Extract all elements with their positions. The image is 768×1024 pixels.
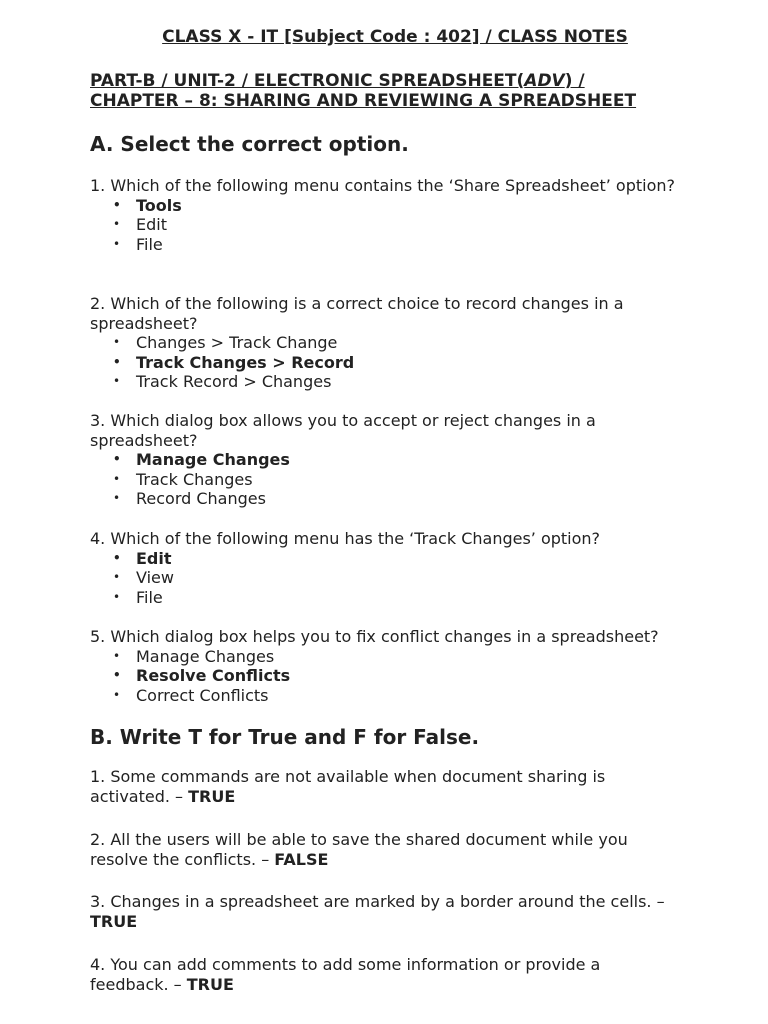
bullet-icon: • (113, 354, 121, 369)
statement-answer: TRUE (186, 975, 234, 994)
question-text: 3. Which dialog box allows you to accept or reject changes in a spreadsheet? (90, 411, 596, 450)
option-label: Changes > Track Change (136, 333, 338, 353)
chapter-line-1-prefix: PART-B / UNIT-2 / ELECTRONIC SPREADSHEET( (90, 71, 525, 91)
option-list (90, 196, 680, 255)
statement-answer: TRUE (90, 912, 138, 931)
statement-text: 4. You can add comments to add some information or provide a feedback. – (90, 955, 601, 994)
option-item (90, 470, 680, 490)
option-label: Record Changes (136, 489, 266, 509)
option-label: Edit (136, 215, 167, 235)
option-label: Tools (136, 195, 182, 215)
statement-3 (90, 892, 690, 932)
bullet-icon: • (113, 197, 121, 212)
option-item (90, 686, 730, 706)
option-item (90, 549, 710, 569)
question-5 (90, 627, 730, 705)
chapter-line-1-italic: ADV (524, 71, 565, 91)
question-3 (90, 411, 680, 509)
option-list (90, 450, 680, 509)
bullet-icon: • (113, 648, 121, 663)
bullet-icon: • (113, 687, 121, 702)
bullet-icon: • (113, 217, 121, 232)
option-label: Manage Changes (136, 450, 290, 470)
option-label: Manage Changes (136, 646, 275, 666)
statement-answer: FALSE (274, 850, 329, 869)
option-item (90, 215, 680, 235)
bullet-icon: • (113, 374, 121, 389)
bullet-icon: • (113, 471, 121, 486)
option-item (90, 489, 680, 509)
option-label: Resolve Conflicts (136, 666, 291, 686)
chapter-heading (90, 71, 730, 111)
option-label: Edit (136, 548, 172, 568)
question-1 (90, 176, 680, 254)
option-item (90, 372, 680, 392)
chapter-line-2: CHAPTER – 8: SHARING AND REVIEWING A SPREADSHEET (90, 91, 637, 111)
statement-text: 3. Changes in a spreadsheet are marked by a border around the cells. – (90, 892, 665, 911)
option-label: Track Changes (136, 469, 253, 489)
option-item (90, 333, 680, 353)
bullet-icon: • (113, 668, 121, 683)
option-item (90, 666, 730, 686)
option-label: Correct Conflicts (136, 685, 269, 705)
option-label: Track Record > Changes (136, 372, 332, 392)
option-item (90, 353, 680, 373)
statement-text: 1. Some commands are not available when document sharing is activated. – (90, 767, 606, 806)
statement-answer: TRUE (188, 787, 236, 806)
option-item (90, 196, 680, 216)
chapter-line-1 (90, 71, 585, 91)
option-item (90, 588, 710, 608)
statement-2 (90, 830, 670, 870)
bullet-icon: • (113, 491, 121, 506)
question-text: 2. Which of the following is a correct choice to record changes in a spreadsheet? (90, 294, 624, 333)
bullet-icon: • (113, 589, 121, 604)
statement-text: 2. All the users will be able to save the shared document while you resolve the conflicts. – (90, 830, 628, 869)
bullet-icon: • (113, 452, 121, 467)
option-list (90, 333, 680, 392)
option-list (90, 647, 730, 706)
option-item (90, 647, 730, 667)
option-item (90, 235, 680, 255)
question-text: 5. Which dialog box helps you to fix conflict changes in a spreadsheet? (90, 627, 659, 646)
bullet-icon: • (113, 335, 121, 350)
option-label: View (136, 568, 174, 588)
option-item (90, 450, 680, 470)
bullet-icon: • (113, 236, 121, 251)
option-item (90, 568, 710, 588)
option-label: Track Changes > Record (136, 352, 355, 372)
statement-1 (90, 767, 650, 807)
chapter-line-1-suffix: ) / (564, 71, 585, 91)
document-title: CLASS X - IT [Subject Code : 402] / CLASS NOTES (162, 27, 628, 47)
section-b-heading: B. Write T for True and F for False. (90, 725, 480, 749)
bullet-icon: • (113, 570, 121, 585)
option-label: File (136, 234, 163, 254)
question-text: 4. Which of the following menu has the ‘Track Changes’ option? (90, 529, 601, 548)
statement-4 (90, 955, 660, 995)
option-list (90, 549, 710, 608)
option-label: File (136, 587, 163, 607)
question-2 (90, 294, 680, 392)
section-a-heading: A. Select the correct option. (90, 132, 409, 156)
question-text: 1. Which of the following menu contains the ‘Share Spreadsheet’ option? (90, 176, 675, 195)
bullet-icon: • (113, 550, 121, 565)
question-4 (90, 529, 710, 607)
